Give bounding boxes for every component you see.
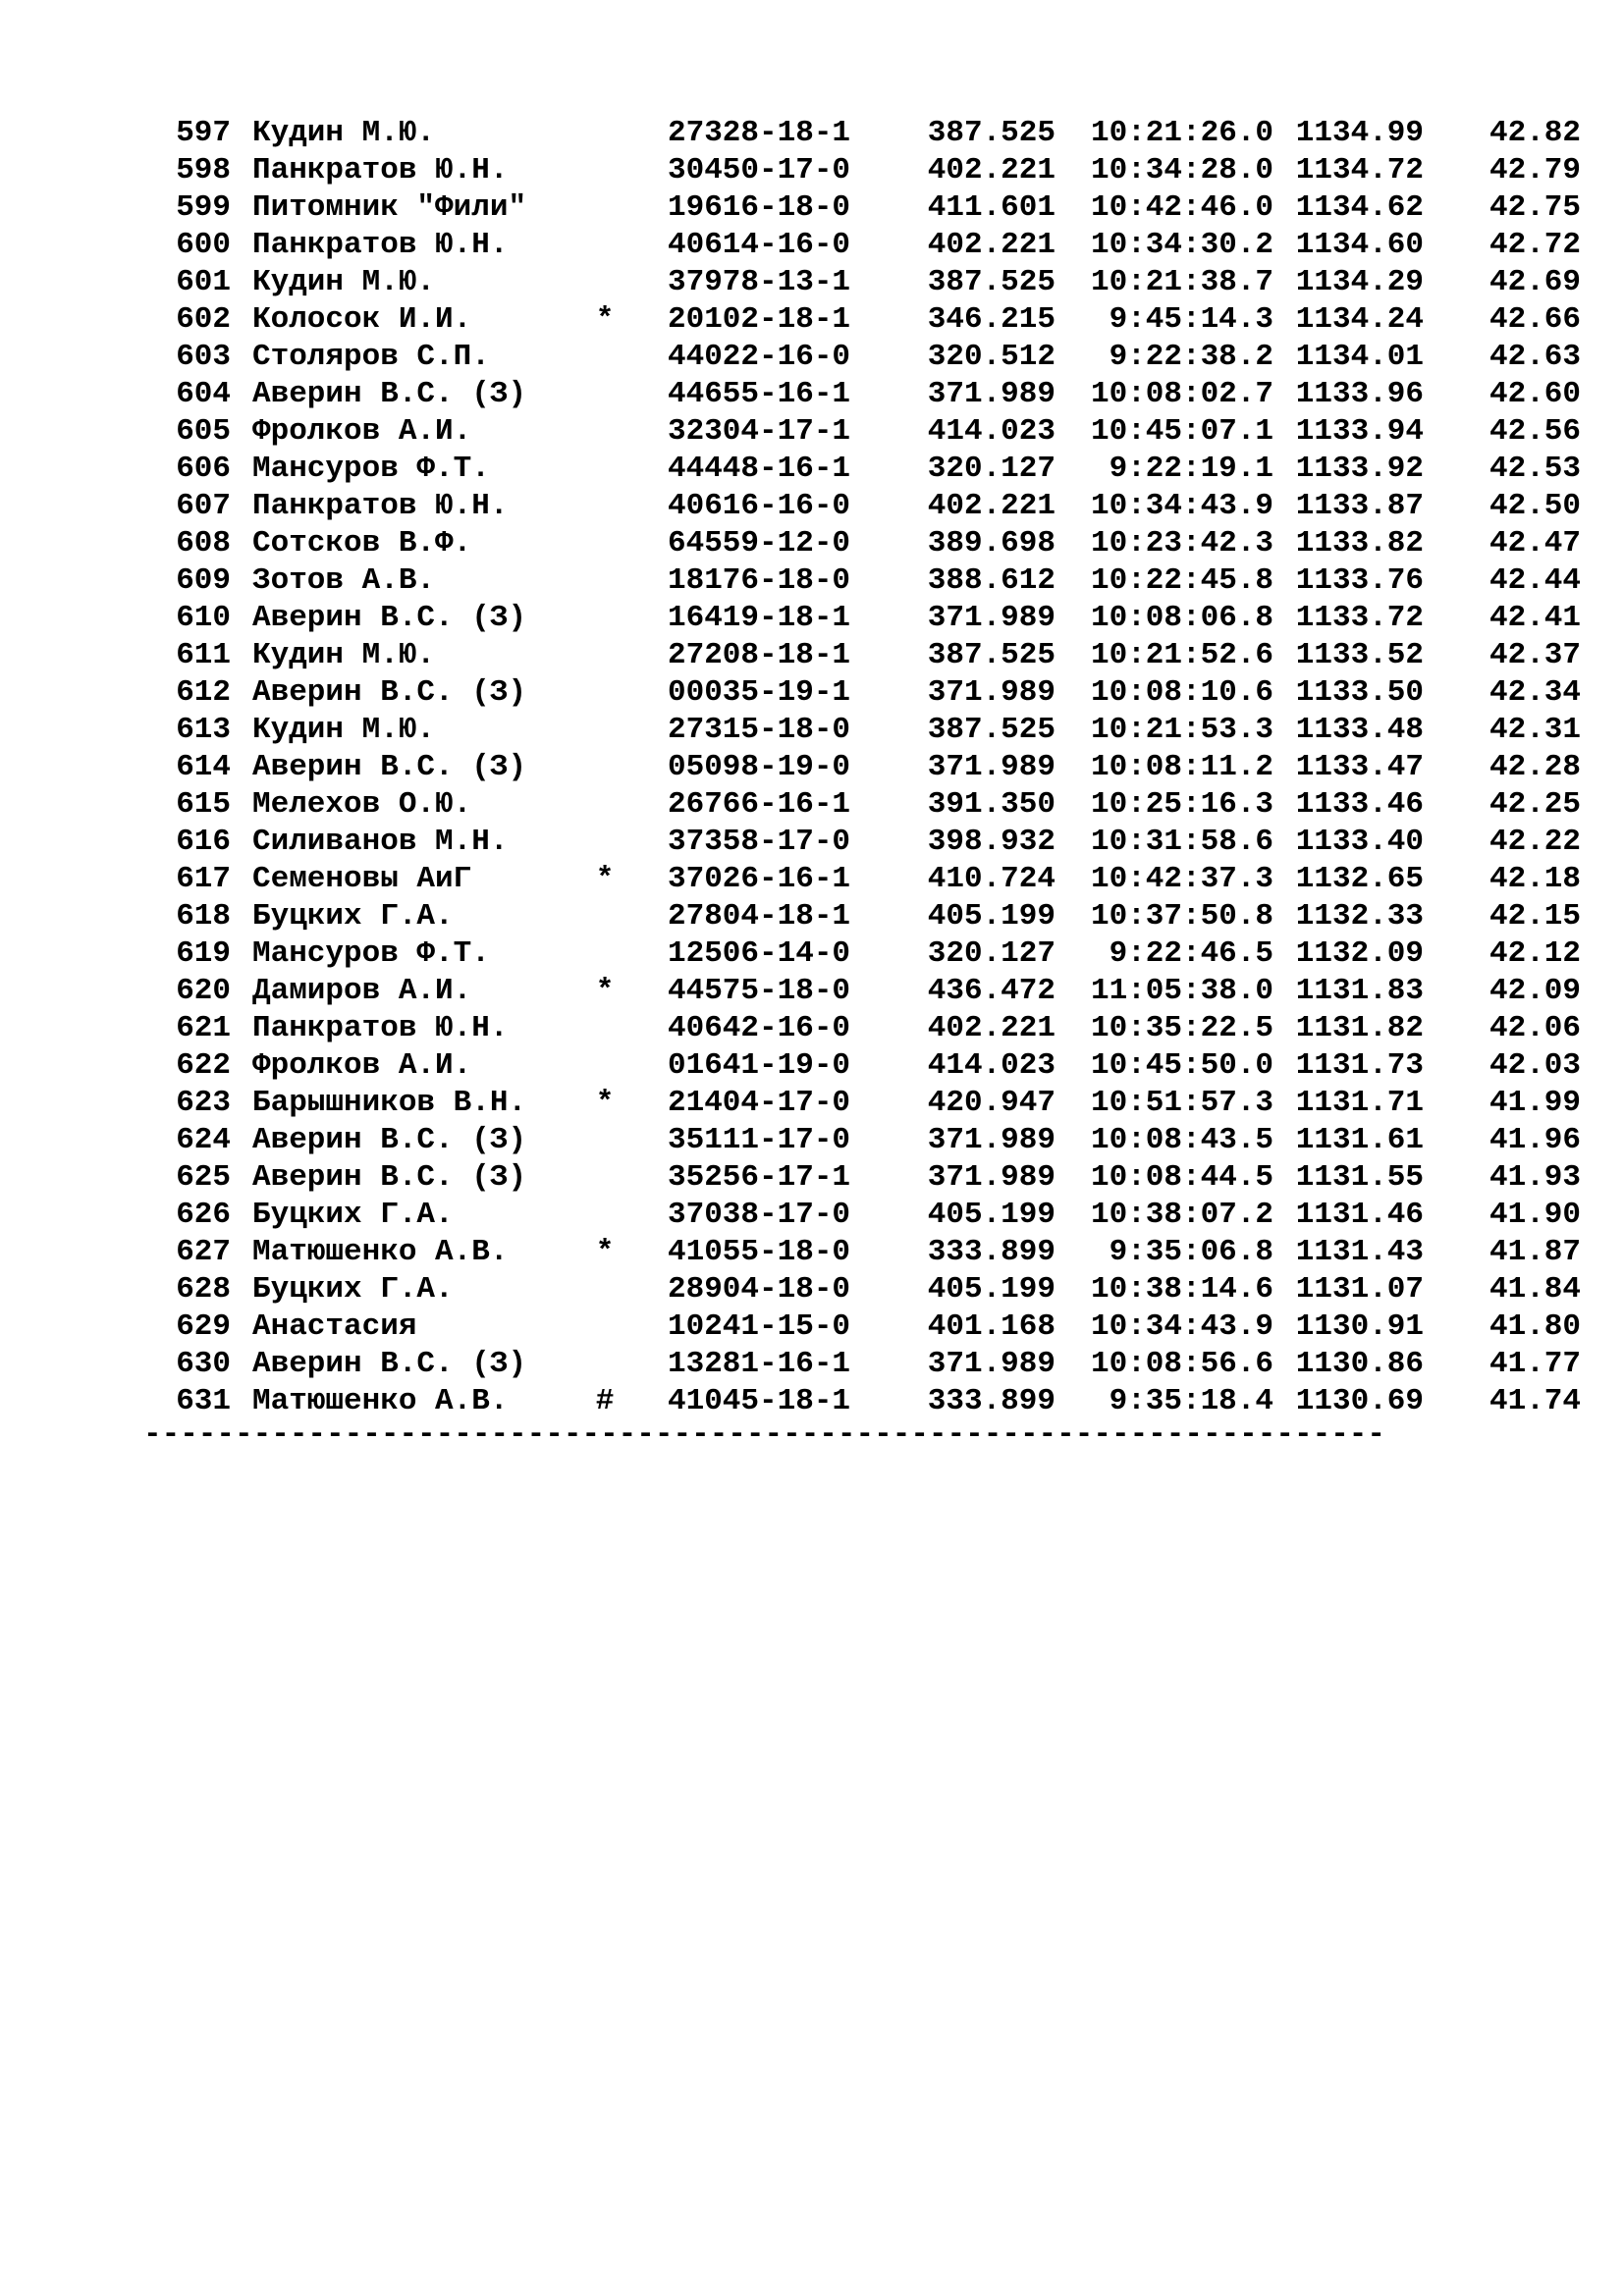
place-cell: 617	[176, 862, 231, 896]
distance-cell: 320.127	[927, 936, 1056, 971]
ring-number-cell: 19616-18-0	[668, 190, 851, 225]
speed-cell: 1131.83	[1295, 974, 1424, 1008]
arrival-time-cell: 9:35:06.8	[1109, 1235, 1273, 1269]
table-row	[157, 973, 1581, 1010]
place-cell: 600	[176, 228, 231, 262]
table-row	[157, 227, 1581, 264]
distance-cell: 414.023	[927, 1048, 1056, 1083]
fancier-name-cell: Барышников В.Н.	[252, 1086, 527, 1120]
place-cell: 607	[176, 489, 231, 523]
place-cell: 597	[176, 116, 231, 150]
table-row	[157, 1383, 1581, 1420]
coefficient-cell: 41.99	[1489, 1086, 1581, 1120]
ring-number-cell: 27315-18-0	[668, 713, 851, 747]
distance-cell: 410.724	[927, 862, 1056, 896]
ring-number-cell: 44655-16-1	[668, 377, 851, 411]
arrival-time-cell: 9:22:38.2	[1109, 340, 1273, 374]
distance-cell: 420.947	[927, 1086, 1056, 1120]
speed-cell: 1131.07	[1295, 1272, 1424, 1307]
fancier-name-cell: Фролков А.И.	[252, 1048, 472, 1083]
ring-number-cell: 44448-16-1	[668, 452, 851, 486]
arrival-time-cell: 10:45:50.0	[1090, 1048, 1273, 1083]
fancier-name-cell: Кудин М.Ю.	[252, 638, 436, 672]
arrival-time-cell: 11:05:38.0	[1090, 974, 1273, 1008]
distance-cell: 371.989	[927, 1347, 1056, 1381]
mark-cell: #	[595, 1384, 615, 1418]
coefficient-cell: 42.66	[1489, 302, 1581, 337]
fancier-name-cell: Дамиров А.И.	[252, 974, 472, 1008]
table-row	[157, 674, 1581, 712]
ring-number-cell: 44575-18-0	[668, 974, 851, 1008]
ring-number-cell: 40642-16-0	[668, 1011, 851, 1045]
fancier-name-cell: Аверин В.С. (З)	[252, 1123, 527, 1157]
mark-cell: *	[595, 974, 615, 1008]
distance-cell: 346.215	[927, 302, 1056, 337]
table-row	[157, 1047, 1581, 1085]
arrival-time-cell: 10:21:52.6	[1090, 638, 1273, 672]
table-row	[157, 861, 1581, 898]
distance-cell: 402.221	[927, 153, 1056, 187]
ring-number-cell: 00035-19-1	[668, 675, 851, 710]
table-row	[157, 1159, 1581, 1197]
ring-number-cell: 26766-16-1	[668, 787, 851, 822]
table-row	[157, 749, 1581, 786]
arrival-time-cell: 10:38:14.6	[1090, 1272, 1273, 1307]
arrival-time-cell: 10:37:50.8	[1090, 899, 1273, 934]
fancier-name-cell: Буцких Г.А.	[252, 899, 454, 934]
place-cell: 626	[176, 1198, 231, 1232]
coefficient-cell: 42.25	[1489, 787, 1581, 822]
speed-cell: 1133.46	[1295, 787, 1424, 822]
speed-cell: 1130.69	[1295, 1384, 1424, 1418]
speed-cell: 1131.82	[1295, 1011, 1424, 1045]
coefficient-cell: 41.80	[1489, 1309, 1581, 1344]
table-row	[157, 1010, 1581, 1047]
fancier-name-cell: Аверин В.С. (З)	[252, 377, 527, 411]
arrival-time-cell: 10:08:44.5	[1090, 1160, 1273, 1195]
place-cell: 631	[176, 1384, 231, 1418]
fancier-name-cell: Матюшенко А.В.	[252, 1384, 509, 1418]
table-row	[157, 1122, 1581, 1159]
place-cell: 619	[176, 936, 231, 971]
mark-cell: *	[595, 302, 615, 337]
coefficient-cell: 42.18	[1489, 862, 1581, 896]
fancier-name-cell: Кудин М.Ю.	[252, 116, 436, 150]
arrival-time-cell: 10:25:16.3	[1090, 787, 1273, 822]
fancier-name-cell: Буцких Г.А.	[252, 1272, 454, 1307]
table-row	[157, 637, 1581, 674]
fancier-name-cell: Мелехов О.Ю.	[252, 787, 472, 822]
distance-cell: 401.168	[927, 1309, 1056, 1344]
distance-cell: 405.199	[927, 1272, 1056, 1307]
fancier-name-cell: Силиванов М.Н.	[252, 825, 509, 859]
speed-cell: 1131.55	[1295, 1160, 1424, 1195]
distance-cell: 333.899	[927, 1235, 1056, 1269]
table-row	[157, 1271, 1581, 1308]
arrival-time-cell: 10:21:38.7	[1090, 265, 1273, 299]
speed-cell: 1133.47	[1295, 750, 1424, 784]
distance-cell: 371.989	[927, 750, 1056, 784]
coefficient-cell: 42.31	[1489, 713, 1581, 747]
table-row	[157, 600, 1581, 637]
ring-number-cell: 37026-16-1	[668, 862, 851, 896]
arrival-time-cell: 10:42:37.3	[1090, 862, 1273, 896]
place-cell: 604	[176, 377, 231, 411]
fancier-name-cell: Аверин В.С. (З)	[252, 750, 527, 784]
distance-cell: 333.899	[927, 1384, 1056, 1418]
coefficient-cell: 42.37	[1489, 638, 1581, 672]
distance-cell: 436.472	[927, 974, 1056, 1008]
coefficient-cell: 42.53	[1489, 452, 1581, 486]
fancier-name-cell: Буцких Г.А.	[252, 1198, 454, 1232]
fancier-name-cell: Фролков А.И.	[252, 414, 472, 449]
ring-number-cell: 27804-18-1	[668, 899, 851, 934]
place-cell: 625	[176, 1160, 231, 1195]
fancier-name-cell: Мансуров Ф.Т.	[252, 936, 490, 971]
mark-cell: *	[595, 862, 615, 896]
distance-cell: 371.989	[927, 1160, 1056, 1195]
speed-cell: 1133.92	[1295, 452, 1424, 486]
results-rows	[157, 115, 1581, 1420]
coefficient-cell: 42.69	[1489, 265, 1581, 299]
ring-number-cell: 01641-19-0	[668, 1048, 851, 1083]
fancier-name-cell: Сотсков В.Ф.	[252, 526, 472, 561]
speed-cell: 1131.73	[1295, 1048, 1424, 1083]
ring-number-cell: 64559-12-0	[668, 526, 851, 561]
ring-number-cell: 40616-16-0	[668, 489, 851, 523]
speed-cell: 1133.94	[1295, 414, 1424, 449]
distance-cell: 371.989	[927, 675, 1056, 710]
place-cell: 598	[176, 153, 231, 187]
distance-cell: 405.199	[927, 899, 1056, 934]
speed-cell: 1134.24	[1295, 302, 1424, 337]
speed-cell: 1133.96	[1295, 377, 1424, 411]
table-row	[157, 264, 1581, 301]
coefficient-cell: 42.28	[1489, 750, 1581, 784]
place-cell: 618	[176, 899, 231, 934]
ring-number-cell: 10241-15-0	[668, 1309, 851, 1344]
distance-cell: 389.698	[927, 526, 1056, 561]
distance-cell: 402.221	[927, 228, 1056, 262]
distance-cell: 387.525	[927, 713, 1056, 747]
coefficient-cell: 42.03	[1489, 1048, 1581, 1083]
table-row	[157, 115, 1581, 152]
speed-cell: 1134.29	[1295, 265, 1424, 299]
fancier-name-cell: Кудин М.Ю.	[252, 265, 436, 299]
distance-cell: 405.199	[927, 1198, 1056, 1232]
results-table	[143, 115, 1581, 1458]
table-row	[157, 1234, 1581, 1271]
speed-cell: 1131.46	[1295, 1198, 1424, 1232]
coefficient-cell: 42.82	[1489, 116, 1581, 150]
speed-cell: 1132.09	[1295, 936, 1424, 971]
place-cell: 621	[176, 1011, 231, 1045]
coefficient-cell: 41.77	[1489, 1347, 1581, 1381]
coefficient-cell: 42.72	[1489, 228, 1581, 262]
arrival-time-cell: 9:22:19.1	[1109, 452, 1273, 486]
distance-cell: 387.525	[927, 265, 1056, 299]
place-cell: 628	[176, 1272, 231, 1307]
ring-number-cell: 27328-18-1	[668, 116, 851, 150]
speed-cell: 1133.72	[1295, 601, 1424, 635]
coefficient-cell: 41.74	[1489, 1384, 1581, 1418]
arrival-time-cell: 10:21:53.3	[1090, 713, 1273, 747]
distance-cell: 387.525	[927, 638, 1056, 672]
fancier-name-cell: Аверин В.С. (З)	[252, 675, 527, 710]
arrival-time-cell: 9:45:14.3	[1109, 302, 1273, 337]
table-row	[157, 488, 1581, 525]
coefficient-cell: 42.34	[1489, 675, 1581, 710]
place-cell: 605	[176, 414, 231, 449]
place-cell: 620	[176, 974, 231, 1008]
table-row	[157, 1308, 1581, 1346]
arrival-time-cell: 10:42:46.0	[1090, 190, 1273, 225]
table-row	[157, 301, 1581, 339]
distance-cell: 320.127	[927, 452, 1056, 486]
speed-cell: 1133.48	[1295, 713, 1424, 747]
place-cell: 602	[176, 302, 231, 337]
coefficient-cell: 41.90	[1489, 1198, 1581, 1232]
coefficient-cell: 42.60	[1489, 377, 1581, 411]
coefficient-cell: 42.06	[1489, 1011, 1581, 1045]
ring-number-cell: 16419-18-1	[668, 601, 851, 635]
ring-number-cell: 35111-17-0	[668, 1123, 851, 1157]
coefficient-cell: 42.47	[1489, 526, 1581, 561]
ring-number-cell: 37978-13-1	[668, 265, 851, 299]
table-row	[157, 786, 1581, 824]
speed-cell: 1134.62	[1295, 190, 1424, 225]
arrival-time-cell: 10:35:22.5	[1090, 1011, 1273, 1045]
fancier-name-cell: Колосок И.И.	[252, 302, 472, 337]
coefficient-cell: 42.63	[1489, 340, 1581, 374]
fancier-name-cell: Панкратов Ю.Н.	[252, 1011, 509, 1045]
coefficient-cell: 42.44	[1489, 563, 1581, 598]
distance-cell: 391.350	[927, 787, 1056, 822]
speed-cell: 1134.99	[1295, 116, 1424, 150]
place-cell: 623	[176, 1086, 231, 1120]
table-row	[157, 1197, 1581, 1234]
distance-cell: 371.989	[927, 1123, 1056, 1157]
fancier-name-cell: Панкратов Ю.Н.	[252, 228, 509, 262]
coefficient-cell: 42.41	[1489, 601, 1581, 635]
ring-number-cell: 37038-17-0	[668, 1198, 851, 1232]
ring-number-cell: 44022-16-0	[668, 340, 851, 374]
table-row	[157, 1346, 1581, 1383]
table-row	[157, 935, 1581, 973]
place-cell: 614	[176, 750, 231, 784]
ring-number-cell: 37358-17-0	[668, 825, 851, 859]
fancier-name-cell: Панкратов Ю.Н.	[252, 153, 509, 187]
fancier-name-cell: Анастасия	[252, 1309, 417, 1344]
speed-cell: 1134.60	[1295, 228, 1424, 262]
fancier-name-cell: Матюшенко А.В.	[252, 1235, 509, 1269]
speed-cell: 1133.76	[1295, 563, 1424, 598]
ring-number-cell: 13281-16-1	[668, 1347, 851, 1381]
distance-cell: 402.221	[927, 1011, 1056, 1045]
coefficient-cell: 41.93	[1489, 1160, 1581, 1195]
table-row	[157, 451, 1581, 488]
arrival-time-cell: 10:08:56.6	[1090, 1347, 1273, 1381]
coefficient-cell: 42.75	[1489, 190, 1581, 225]
coefficient-cell: 41.84	[1489, 1272, 1581, 1307]
place-cell: 611	[176, 638, 231, 672]
place-cell: 608	[176, 526, 231, 561]
place-cell: 603	[176, 340, 231, 374]
ring-number-cell: 27208-18-1	[668, 638, 851, 672]
fancier-name-cell: Питомник "Фили"	[252, 190, 527, 225]
arrival-time-cell: 10:08:06.8	[1090, 601, 1273, 635]
ring-number-cell: 35256-17-1	[668, 1160, 851, 1195]
speed-cell: 1133.82	[1295, 526, 1424, 561]
coefficient-cell: 42.79	[1489, 153, 1581, 187]
place-cell: 630	[176, 1347, 231, 1381]
table-row	[157, 339, 1581, 376]
distance-cell: 387.525	[927, 116, 1056, 150]
distance-cell: 411.601	[927, 190, 1056, 225]
coefficient-cell: 42.09	[1489, 974, 1581, 1008]
arrival-time-cell: 10:21:26.0	[1090, 116, 1273, 150]
arrival-time-cell: 10:22:45.8	[1090, 563, 1273, 598]
arrival-time-cell: 10:34:43.9	[1090, 489, 1273, 523]
distance-cell: 402.221	[927, 489, 1056, 523]
ring-number-cell: 20102-18-1	[668, 302, 851, 337]
speed-cell: 1134.72	[1295, 153, 1424, 187]
distance-cell: 371.989	[927, 377, 1056, 411]
fancier-name-cell: Аверин В.С. (З)	[252, 1347, 527, 1381]
coefficient-cell: 42.12	[1489, 936, 1581, 971]
table-row	[157, 152, 1581, 189]
place-cell: 615	[176, 787, 231, 822]
distance-cell: 414.023	[927, 414, 1056, 449]
table-row	[157, 376, 1581, 413]
mark-cell: *	[595, 1235, 615, 1269]
speed-cell: 1132.33	[1295, 899, 1424, 934]
arrival-time-cell: 10:38:07.2	[1090, 1198, 1273, 1232]
place-cell: 606	[176, 452, 231, 486]
ring-number-cell: 12506-14-0	[668, 936, 851, 971]
coefficient-cell: 41.96	[1489, 1123, 1581, 1157]
distance-cell: 398.932	[927, 825, 1056, 859]
distance-cell: 320.512	[927, 340, 1056, 374]
arrival-time-cell: 10:31:58.6	[1090, 825, 1273, 859]
speed-cell: 1133.52	[1295, 638, 1424, 672]
fancier-name-cell: Аверин В.С. (З)	[252, 601, 527, 635]
coefficient-cell: 41.87	[1489, 1235, 1581, 1269]
fancier-name-cell: Зотов А.В.	[252, 563, 436, 598]
ring-number-cell: 32304-17-1	[668, 414, 851, 449]
ring-number-cell: 41055-18-0	[668, 1235, 851, 1269]
fancier-name-cell: Столяров С.П.	[252, 340, 490, 374]
speed-cell: 1130.91	[1295, 1309, 1424, 1344]
place-cell: 616	[176, 825, 231, 859]
ring-number-cell: 21404-17-0	[668, 1086, 851, 1120]
ring-number-cell: 28904-18-0	[668, 1272, 851, 1307]
fancier-name-cell: Мансуров Ф.Т.	[252, 452, 490, 486]
table-row	[157, 898, 1581, 935]
table-row	[157, 562, 1581, 600]
speed-cell: 1133.40	[1295, 825, 1424, 859]
arrival-time-cell: 10:08:43.5	[1090, 1123, 1273, 1157]
fancier-name-cell: Панкратов Ю.Н.	[252, 489, 509, 523]
coefficient-cell: 42.22	[1489, 825, 1581, 859]
table-row	[157, 712, 1581, 749]
arrival-time-cell: 10:08:02.7	[1090, 377, 1273, 411]
coefficient-cell: 42.56	[1489, 414, 1581, 449]
arrival-time-cell: 10:08:11.2	[1090, 750, 1273, 784]
place-cell: 624	[176, 1123, 231, 1157]
fancier-name-cell: Семеновы АиГ	[252, 862, 472, 896]
arrival-time-cell: 10:51:57.3	[1090, 1086, 1273, 1120]
distance-cell: 371.989	[927, 601, 1056, 635]
ring-number-cell: 40614-16-0	[668, 228, 851, 262]
speed-cell: 1133.87	[1295, 489, 1424, 523]
coefficient-cell: 42.50	[1489, 489, 1581, 523]
arrival-time-cell: 10:08:10.6	[1090, 675, 1273, 710]
table-row	[157, 525, 1581, 562]
table-row	[157, 1085, 1581, 1122]
arrival-time-cell: 10:23:42.3	[1090, 526, 1273, 561]
fancier-name-cell: Аверин В.С. (З)	[252, 1160, 527, 1195]
arrival-time-cell: 10:34:43.9	[1090, 1309, 1273, 1344]
place-cell: 627	[176, 1235, 231, 1269]
ring-number-cell: 05098-19-0	[668, 750, 851, 784]
place-cell: 622	[176, 1048, 231, 1083]
distance-cell: 388.612	[927, 563, 1056, 598]
speed-cell: 1133.50	[1295, 675, 1424, 710]
speed-cell: 1131.71	[1295, 1086, 1424, 1120]
fancier-name-cell: Кудин М.Ю.	[252, 713, 436, 747]
place-cell: 629	[176, 1309, 231, 1344]
speed-cell: 1132.65	[1295, 862, 1424, 896]
arrival-time-cell: 10:45:07.1	[1090, 414, 1273, 449]
speed-cell: 1131.61	[1295, 1123, 1424, 1157]
table-row	[157, 189, 1581, 227]
place-cell: 612	[176, 675, 231, 710]
place-cell: 609	[176, 563, 231, 598]
place-cell: 599	[176, 190, 231, 225]
table-divider: --------------------------------------------------------------------	[143, 1420, 1386, 1452]
mark-cell: *	[595, 1086, 615, 1120]
speed-cell: 1134.01	[1295, 340, 1424, 374]
arrival-time-cell: 10:34:30.2	[1090, 228, 1273, 262]
table-row	[157, 824, 1581, 861]
ring-number-cell: 41045-18-1	[668, 1384, 851, 1418]
table-row	[157, 413, 1581, 451]
coefficient-cell: 42.15	[1489, 899, 1581, 934]
arrival-time-cell: 9:22:46.5	[1109, 936, 1273, 971]
place-cell: 601	[176, 265, 231, 299]
speed-cell: 1130.86	[1295, 1347, 1424, 1381]
place-cell: 613	[176, 713, 231, 747]
arrival-time-cell: 9:35:18.4	[1109, 1384, 1273, 1418]
ring-number-cell: 18176-18-0	[668, 563, 851, 598]
ring-number-cell: 30450-17-0	[668, 153, 851, 187]
speed-cell: 1131.43	[1295, 1235, 1424, 1269]
place-cell: 610	[176, 601, 231, 635]
arrival-time-cell: 10:34:28.0	[1090, 153, 1273, 187]
